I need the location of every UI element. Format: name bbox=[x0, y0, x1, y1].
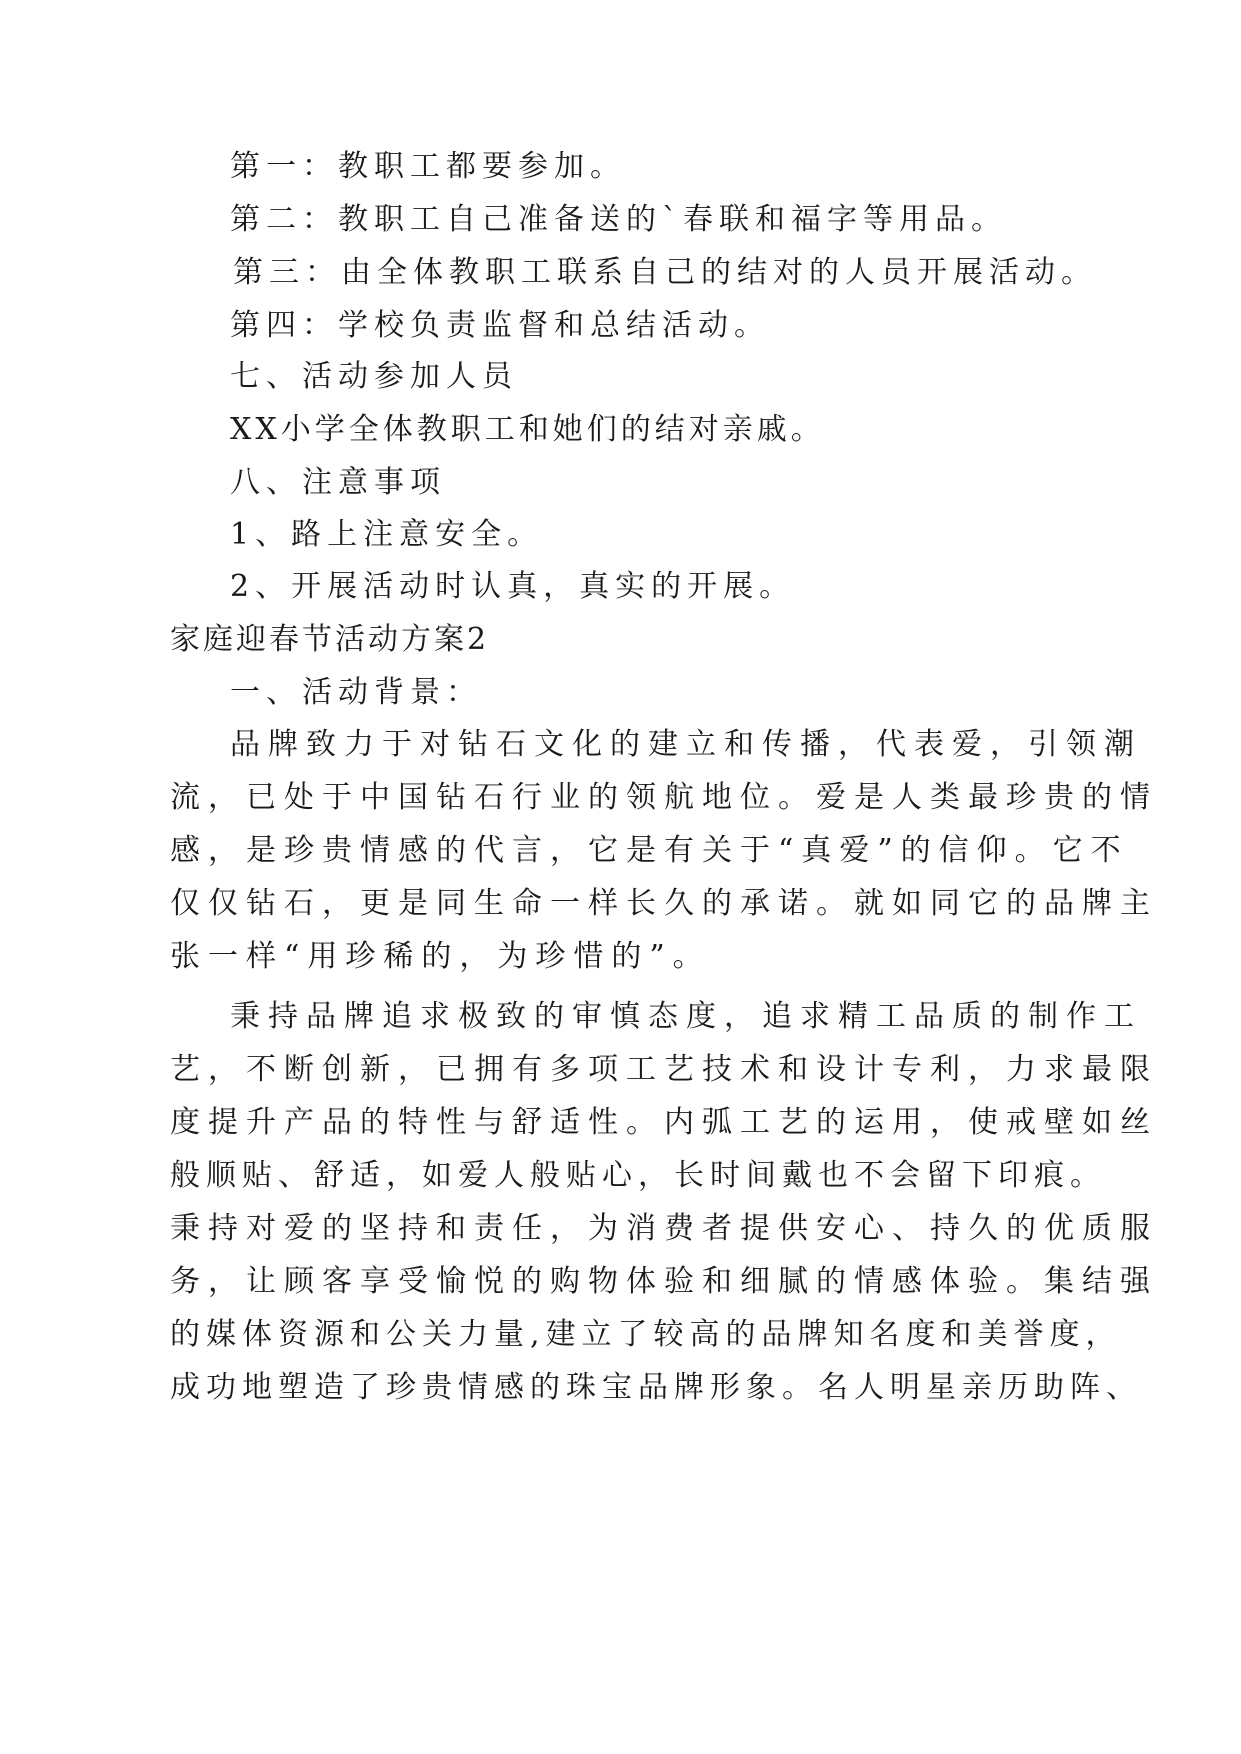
section-7-heading: 七、活动参加人员 bbox=[230, 359, 518, 394]
list-item-1: 第一：教职工都要参加。 bbox=[230, 149, 626, 184]
paragraph-1-line: 品牌致力于对钻石文化的建立和传播，代表爱，引领潮 bbox=[230, 727, 1142, 762]
section-8-item-2: 2、开展活动时认真，真实的开展。 bbox=[230, 569, 796, 604]
paragraph-2-line: 度提升产品的特性与舒适性。内弧工艺的运用，使戒壁如丝 bbox=[170, 1105, 1158, 1140]
paragraph-2-line: 务，让顾客享受愉悦的购物体验和细腻的情感体验。集结强 bbox=[170, 1264, 1158, 1299]
paragraph-1-line: 感，是珍贵情感的代言，它是有关于“真爱”的信仰。它不 bbox=[170, 833, 1129, 868]
section-8-item-1: 1、路上注意安全。 bbox=[230, 517, 544, 552]
paragraph-1-line: 流，已处于中国钻石行业的领航地位。爱是人类最珍贵的情 bbox=[170, 780, 1158, 815]
section-7-text: XX小学全体教职工和她们的结对亲戚。 bbox=[230, 412, 825, 447]
paragraph-1-line: 仅仅钻石，更是同生命一样长久的承诺。就如同它的品牌主 bbox=[170, 886, 1158, 921]
section-8-heading: 八、注意事项 bbox=[230, 465, 446, 500]
paragraph-2-line: 秉持品牌追求极致的审慎态度，追求精工品质的制作工 bbox=[230, 999, 1142, 1034]
list-item-2: 第二：教职工自己准备送的`春联和福字等用品。 bbox=[230, 202, 1007, 237]
list-item-3: 第三：由全体教职工联系自己的结对的人员开展活动。 bbox=[233, 255, 1097, 290]
paragraph-2-line: 成功地塑造了珍贵情感的珠宝品牌形象。名人明星亲历助阵、 bbox=[170, 1370, 1142, 1405]
paragraph-1-line: 张一样“用珍稀的，为珍惜的”。 bbox=[170, 939, 711, 974]
paragraph-2-line: 般顺贴、舒适，如爱人般贴心，长时间戴也不会留下印痕。 bbox=[170, 1158, 1106, 1193]
list-item-4: 第四：学校负责监督和总结活动。 bbox=[230, 308, 770, 343]
paragraph-2-line: 艺，不断创新，已拥有多项工艺技术和设计专利，力求最限 bbox=[170, 1052, 1158, 1087]
paragraph-2-line: 的媒体资源和公关力量,建立了较高的品牌知名度和美誉度， bbox=[170, 1317, 1122, 1352]
paragraph-2-line: 秉持对爱的坚持和责任，为消费者提供安心、持久的优质服 bbox=[170, 1211, 1158, 1246]
doc-title: 家庭迎春节活动方案2 bbox=[170, 622, 490, 657]
section-1-heading: 一、活动背景： bbox=[230, 675, 482, 710]
